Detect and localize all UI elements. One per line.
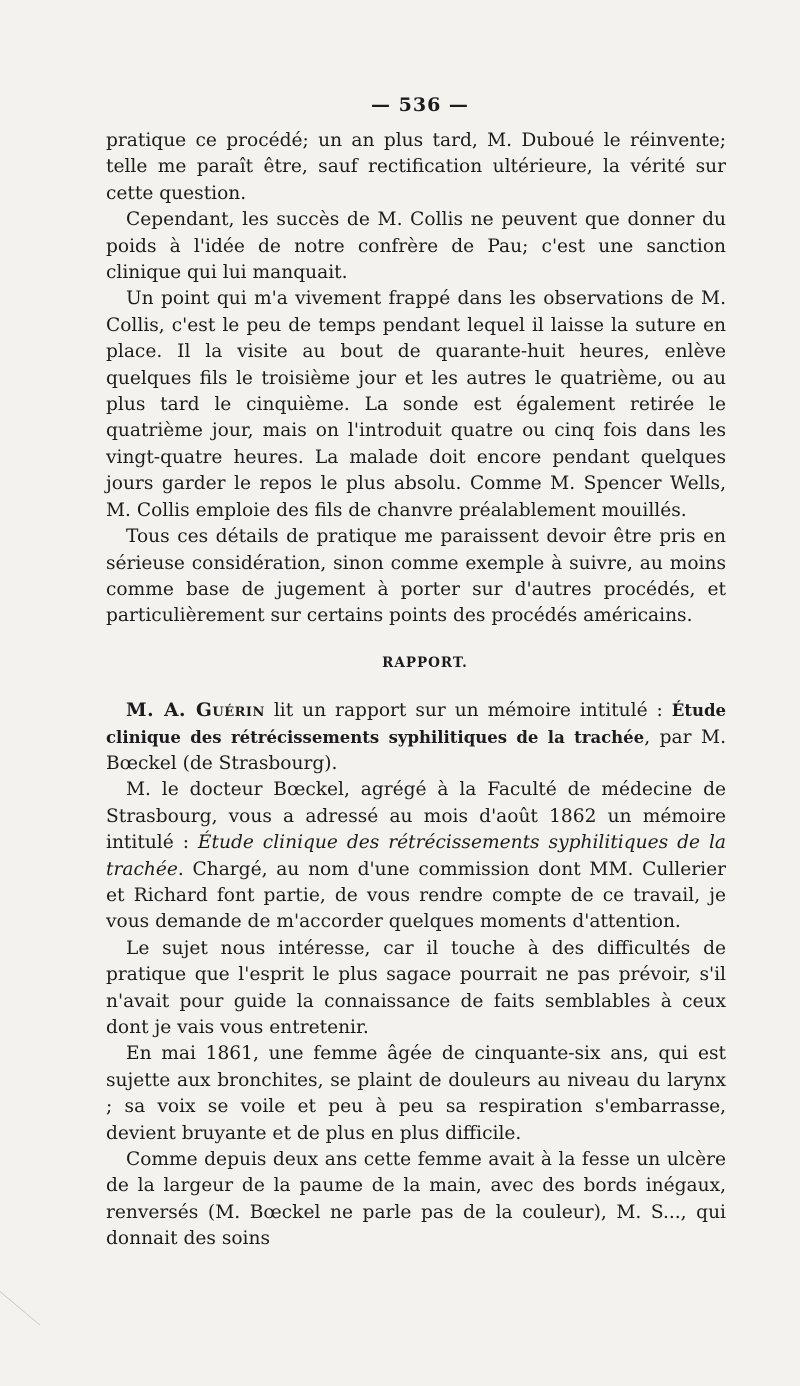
report-author: M. A. Guérin bbox=[126, 700, 265, 722]
paragraph: Un point qui m'a vivement frappé dans les observations de M. Collis, c'est le peu de temps pendant lequel il laisse la suture en place. Il la visite au bout de quarante-huit heures, enlève quelques fils le troisième jour et les autres le quatrième, ou au plus tard le cinquième. La sonde est également retirée le quatrième jour, mais on l'introduit quatre ou cinq fois dans les vingt-quatre heures. La malade doit encore pendant quelques jours garder le repos le plus absolu. Comme M. Spencer Wells, M. Collis emploie des fils de chanvre préalablement mouillés. bbox=[106, 288, 726, 521]
paragraph-text: . Chargé, au nom d'une commission dont MM. Cullerier et Richard font partie, de vous rendre compte de ce travail, je vous demande de m'accorder quelques moments d'attention. bbox=[106, 858, 726, 933]
paragraph-continued: pratique ce procédé; un an plus tard, M. Duboué le réinvente; telle me paraît être, sauf rectification ultérieure, la vérité sur cette question. bbox=[106, 130, 726, 204]
report-intro-text: lit un rapport sur un mémoire intitulé : bbox=[264, 700, 672, 722]
paragraph: Comme depuis deux ans cette femme avait à la fesse un ulcère de la largeur de la paume de la main, avec des bords inégaux, renversés (M. Bœckel ne parle pas de la couleur), M. S..., qui donnait des soins bbox=[106, 1149, 726, 1250]
section-heading: RAPPORT. bbox=[382, 654, 468, 671]
folded-corner bbox=[0, 1291, 40, 1386]
paragraph: Tous ces détails de pratique me paraissent devoir être pris en sérieuse considération, sinon comme exemple à suivre, au moins comme base de jugement à porter sur d'autres procédés, et particulièrement sur certains points des procédés américains. bbox=[106, 526, 726, 627]
paragraph-text: M. le docteur Bœckel, agrégé à la Faculté de médecine de Strasbourg, vous a adressé au mois d'août 1862 un mémoire intitulé : bbox=[106, 779, 726, 854]
paragraph: Le sujet nous intéresse, car il touche à des difficultés de pratique que l'esprit le plus sagace pourrait ne pas prévoir, s'il n'avait pour guide la connaissance de faits semblables à ceux dont je vais vous entretenir. bbox=[106, 937, 726, 1038]
memoir-title-italic: Étude clinique des rétrécissements syphilitiques de la trachée bbox=[106, 832, 727, 880]
paragraph: En mai 1861, une femme âgée de cinquante-six ans, qui est sujette aux bronchites, se plaint de douleurs au niveau du larynx ; sa voix se voile et peu à peu sa respiration s'embarrasse, devient bruyante et de plus en plus difficile. bbox=[106, 1043, 726, 1144]
page-body bbox=[106, 128, 726, 1253]
paragraph bbox=[106, 777, 726, 935]
page-number: — 536 — bbox=[371, 94, 469, 116]
memoir-author-text: , par M. Bœckel (de Strasbourg). bbox=[106, 726, 727, 774]
report-intro-paragraph bbox=[106, 698, 726, 777]
memoir-title: Étude clinique des rétrécissements syphilitiques de la trachée bbox=[106, 701, 726, 747]
paragraph: Cependant, les succès de M. Collis ne peuvent que donner du poids à l'idée de notre confrère de Pau; c'est une sanction clinique qui lui manquait. bbox=[106, 209, 726, 284]
